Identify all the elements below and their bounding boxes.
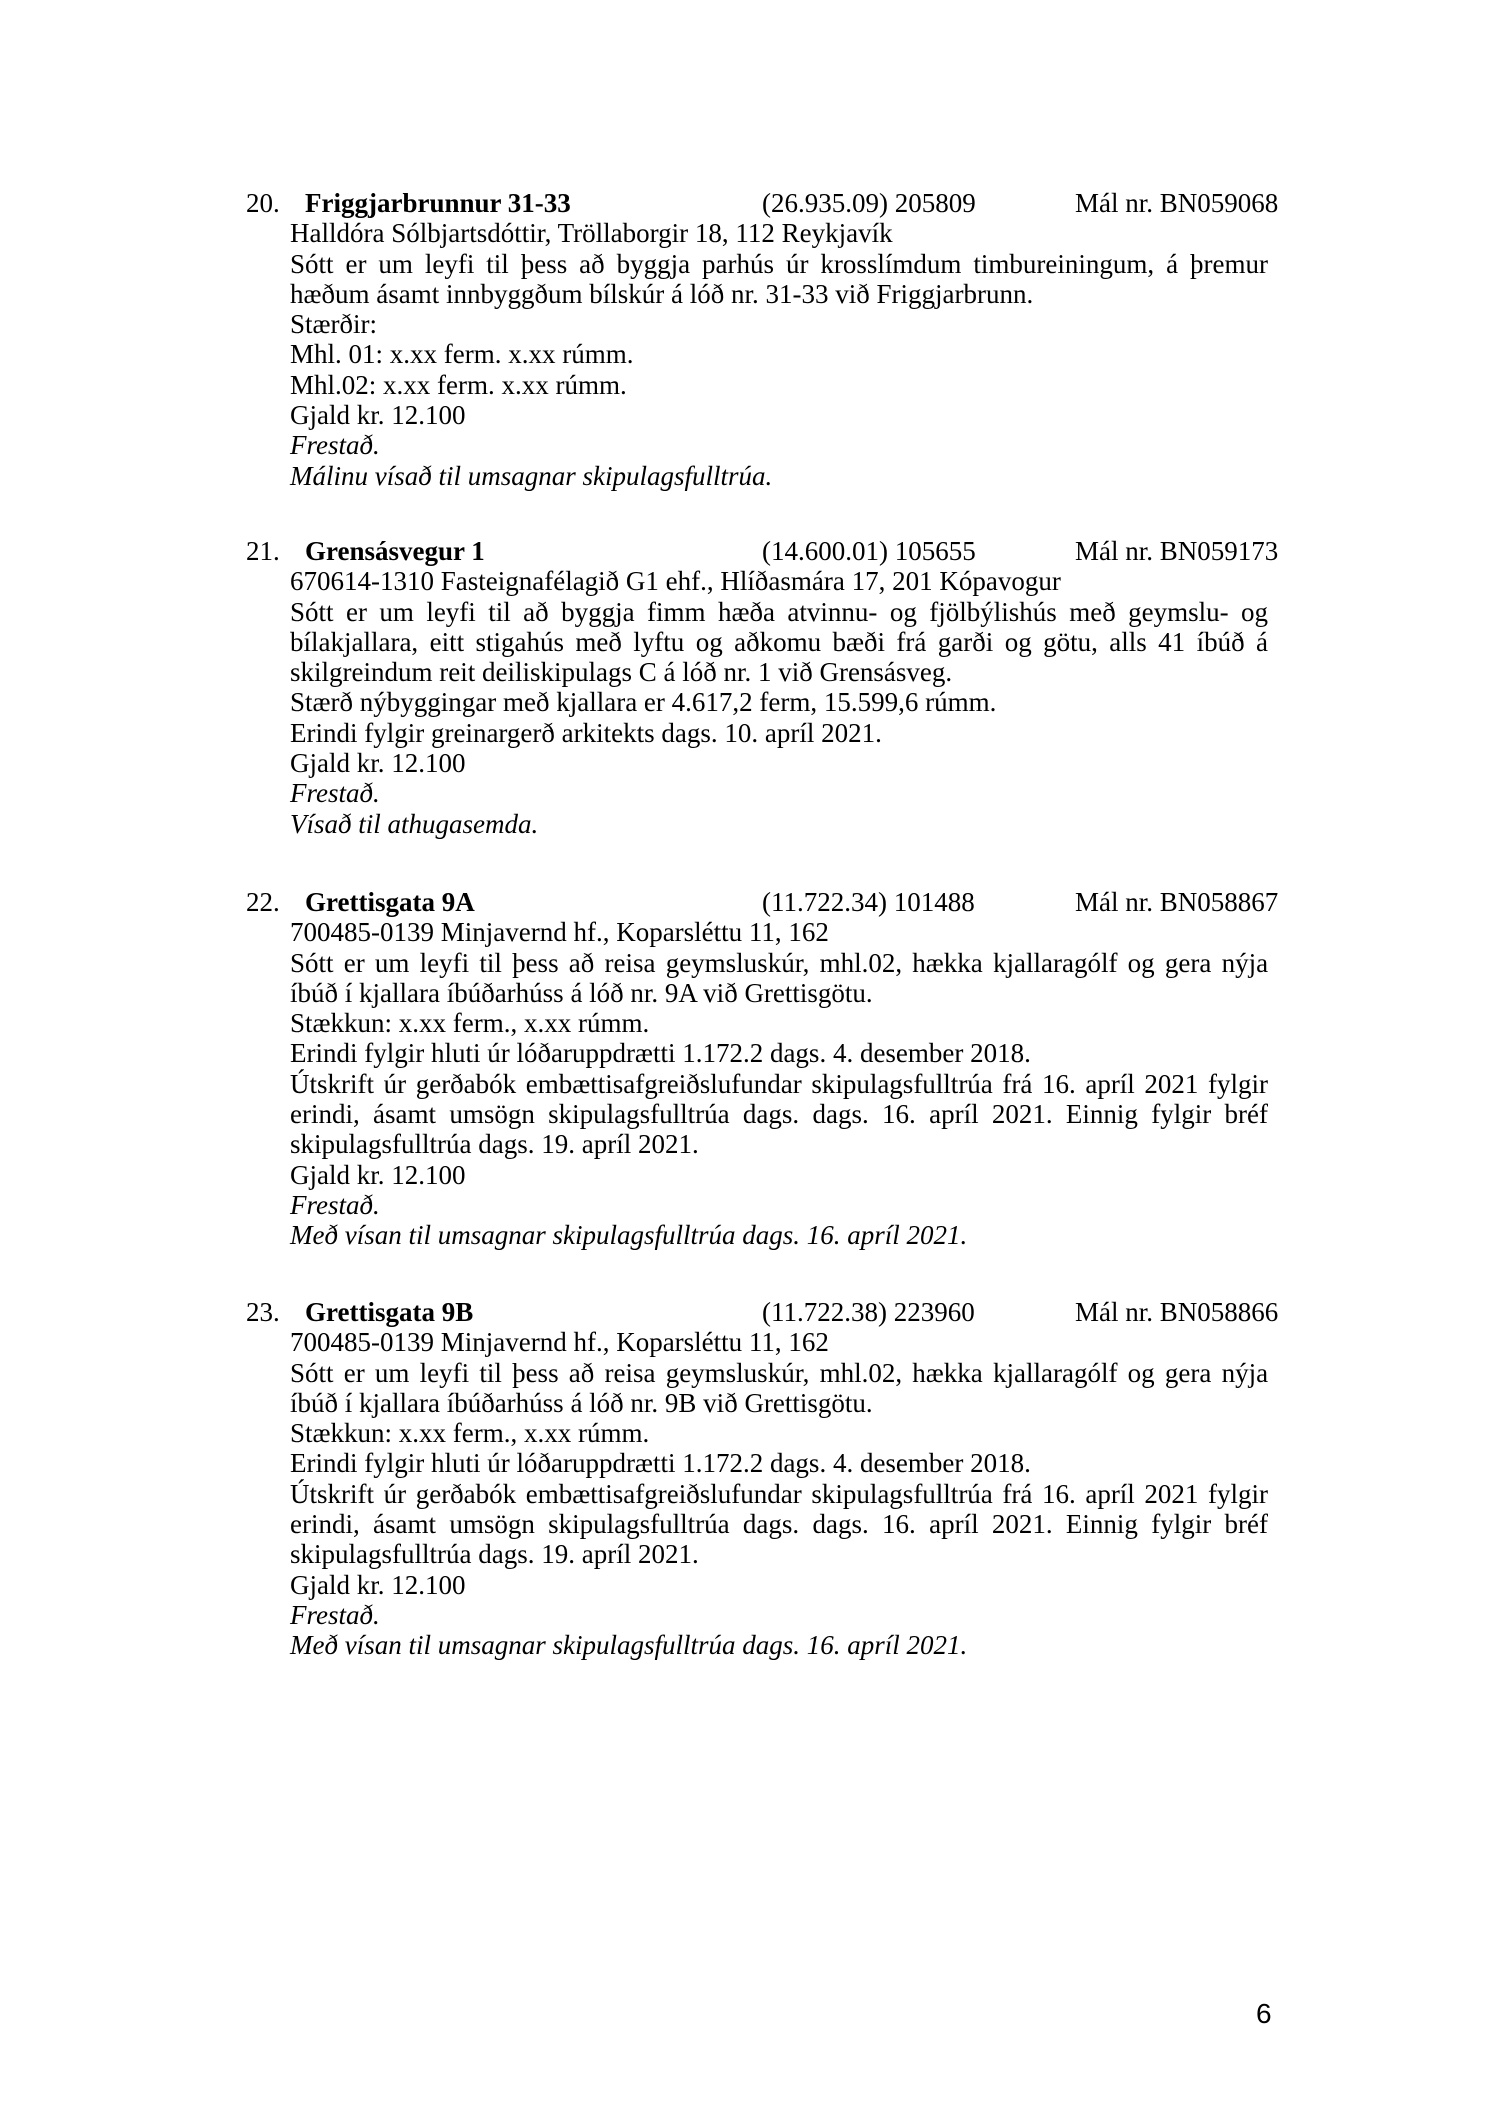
case-item — [0, 1297, 1500, 1661]
item-text: Útskrift úr gerðabók embættisafgreiðslufundar skipulagsfulltrúa frá 16. apríl 2021 fylgir — [290, 1068, 1269, 1099]
item-text: Erindi fylgir hluti úr lóðaruppdrætti 1.172.2 dags. 4. desember 2018. — [290, 1448, 1031, 1479]
item-title: Grensásvegur 1 — [305, 536, 485, 566]
case-item-header — [0, 887, 1500, 917]
item-text: Mhl.02: x.xx ferm. x.xx rúmm. — [290, 369, 627, 400]
case-item-body — [290, 917, 1268, 1250]
item-text: Gjald kr. 12.100 — [290, 1569, 466, 1600]
item-title: Grettisgata 9A — [305, 887, 475, 917]
item-text: Stærðir: — [290, 309, 378, 340]
item-text-line — [290, 948, 1268, 978]
item-text-line — [290, 1129, 1268, 1159]
item-text-line — [290, 1358, 1268, 1388]
item-text: 700485-0139 Minjavernd hf., Koparsléttu 11, 162 — [290, 1327, 829, 1358]
item-text-line — [290, 1418, 1268, 1448]
item-text: 670614-1310 Fasteignafélagið G1 ehf., Hlíðasmára 17, 201 Kópavogur — [290, 566, 1061, 597]
item-title: Grettisgata 9B — [305, 1297, 474, 1327]
item-text-line — [290, 1038, 1268, 1068]
item-text: Útskrift úr gerðabók embættisafgreiðslufundar skipulagsfulltrúa frá 16. apríl 2021 fylgir — [290, 1478, 1269, 1509]
item-text: Mhl. 01: x.xx ferm. x.xx rúmm. — [290, 339, 634, 370]
item-text-line — [290, 218, 1268, 248]
item-text: Sótt er um leyfi til þess að reisa geymsluskúr, mhl.02, hækka kjallaragólf og gera nýja — [290, 1357, 1269, 1388]
case-item — [0, 188, 1500, 491]
item-text: skipulagsfulltrúa dags. 19. apríl 2021. — [290, 1539, 699, 1570]
item-text-line — [290, 627, 1268, 657]
item-text-line — [290, 718, 1268, 748]
item-text: íbúð í kjallara íbúðarhúss á lóð nr. 9A við Grettisgötu. — [290, 977, 873, 1008]
item-text: Gjald kr. 12.100 — [290, 748, 466, 779]
case-item-header — [0, 536, 1500, 566]
item-text-line — [290, 370, 1268, 400]
item-text-line — [290, 1570, 1268, 1600]
item-text-line — [290, 778, 1268, 808]
item-text-line — [290, 279, 1268, 309]
item-text-line — [290, 249, 1268, 279]
item-text-line — [290, 566, 1268, 596]
item-text-line — [290, 1160, 1268, 1190]
item-text: íbúð í kjallara íbúðarhúss á lóð nr. 9B við Grettisgötu. — [290, 1387, 873, 1418]
item-text-line — [290, 1008, 1268, 1038]
item-text-line — [290, 461, 1268, 491]
item-text-line — [290, 1600, 1268, 1630]
item-text-line — [290, 1479, 1268, 1509]
item-text: skipulagsfulltrúa dags. 19. apríl 2021. — [290, 1129, 699, 1160]
item-text-line — [290, 1069, 1268, 1099]
item-text-line — [290, 809, 1268, 839]
item-text-line — [290, 1327, 1268, 1357]
item-text-line — [290, 978, 1268, 1008]
item-text-line — [290, 1099, 1268, 1129]
item-text: Vísað til athugasemda. — [290, 808, 539, 839]
item-text: skilgreindum reit deiliskipulags C á lóð nr. 1 við Grensásveg. — [290, 657, 953, 688]
item-text: Gjald kr. 12.100 — [290, 1159, 466, 1190]
case-item-body — [290, 566, 1268, 839]
item-text-line — [290, 400, 1268, 430]
item-text: Stærð nýbyggingar með kjallara er 4.617,2 ferm, 15.599,6 rúmm. — [290, 687, 997, 718]
item-case-number: Mál nr. BN059173 — [1075, 536, 1279, 566]
case-item-body — [290, 218, 1268, 491]
item-text-line — [290, 309, 1268, 339]
item-text: Með vísan til umsagnar skipulagsfulltrúa dags. 16. apríl 2021. — [290, 1220, 968, 1251]
item-text-line — [290, 430, 1268, 460]
item-text-line — [290, 1448, 1268, 1478]
item-number: 20. — [246, 188, 280, 218]
item-text: 700485-0139 Minjavernd hf., Koparsléttu 11, 162 — [290, 917, 829, 948]
item-text: Erindi fylgir greinargerð arkitekts dags. 10. apríl 2021. — [290, 717, 882, 748]
page-number: 6 — [1256, 1998, 1272, 2029]
item-number: 22. — [246, 887, 280, 917]
item-text: Sótt er um leyfi til að byggja fimm hæða atvinnu- og fjölbýlishús með geymslu- og — [290, 596, 1269, 627]
item-map-number: (11.722.38) 223960 — [762, 1297, 975, 1327]
item-text: Stækkun: x.xx ferm., x.xx rúmm. — [290, 1008, 650, 1039]
item-text: Með vísan til umsagnar skipulagsfulltrúa dags. 16. apríl 2021. — [290, 1630, 968, 1661]
item-text: hæðum ásamt innbyggðum bílskúr á lóð nr. 31-33 við Friggjarbrunn. — [290, 278, 1034, 309]
item-text-line — [290, 1630, 1268, 1660]
item-text: Sótt er um leyfi til þess að reisa geymsluskúr, mhl.02, hækka kjallaragólf og gera nýja — [290, 947, 1269, 978]
item-text: Frestað. — [290, 1599, 380, 1630]
item-text: Erindi fylgir hluti úr lóðaruppdrætti 1.172.2 dags. 4. desember 2018. — [290, 1038, 1031, 1069]
item-text-line — [290, 917, 1268, 947]
item-text: Frestað. — [290, 430, 380, 461]
item-text: Stækkun: x.xx ferm., x.xx rúmm. — [290, 1418, 650, 1449]
item-text-line — [290, 597, 1268, 627]
item-text-line — [290, 1509, 1268, 1539]
item-text: Málinu vísað til umsagnar skipulagsfulltrúa. — [290, 460, 773, 491]
case-item — [0, 887, 1500, 1251]
item-text: Frestað. — [290, 778, 380, 809]
item-text: Halldóra Sólbjartsdóttir, Tröllaborgir 18, 112 Reykjavík — [290, 218, 893, 249]
item-text: Gjald kr. 12.100 — [290, 400, 466, 431]
item-text: bílakjallara, eitt stigahús með lyftu og aðkomu bæði frá garði og götu, alls 41 íbúð á — [290, 626, 1268, 657]
case-item-body — [290, 1327, 1268, 1660]
item-number: 21. — [246, 536, 280, 566]
item-text-line — [290, 687, 1268, 717]
item-text: Sótt er um leyfi til þess að byggja parhús úr krosslímdum timbureiningum, á þremur — [290, 248, 1268, 279]
case-item-header — [0, 188, 1500, 218]
item-map-number: (26.935.09) 205809 — [762, 188, 976, 218]
item-text-line — [290, 1190, 1268, 1220]
item-text: erindi, ásamt umsögn skipulagsfulltrúa dags. dags. 16. apríl 2021. Einnig fylgir bréf — [290, 1509, 1269, 1540]
item-text: erindi, ásamt umsögn skipulagsfulltrúa dags. dags. 16. apríl 2021. Einnig fylgir bréf — [290, 1099, 1269, 1130]
item-map-number: (14.600.01) 105655 — [762, 536, 976, 566]
item-case-number: Mál nr. BN058867 — [1075, 887, 1279, 917]
item-text-line — [290, 1539, 1268, 1569]
item-text-line — [290, 748, 1268, 778]
item-text-line — [290, 339, 1268, 369]
item-number: 23. — [246, 1297, 280, 1327]
case-item-header — [0, 1297, 1500, 1327]
item-title: Friggjarbrunnur 31-33 — [305, 188, 571, 218]
item-map-number: (11.722.34) 101488 — [762, 887, 975, 917]
item-text-line — [290, 657, 1268, 687]
item-case-number: Mál nr. BN058866 — [1075, 1297, 1279, 1327]
item-text-line — [290, 1220, 1268, 1250]
item-case-number: Mál nr. BN059068 — [1075, 188, 1279, 218]
item-text: Frestað. — [290, 1189, 380, 1220]
case-item — [0, 536, 1500, 839]
item-text-line — [290, 1388, 1268, 1418]
